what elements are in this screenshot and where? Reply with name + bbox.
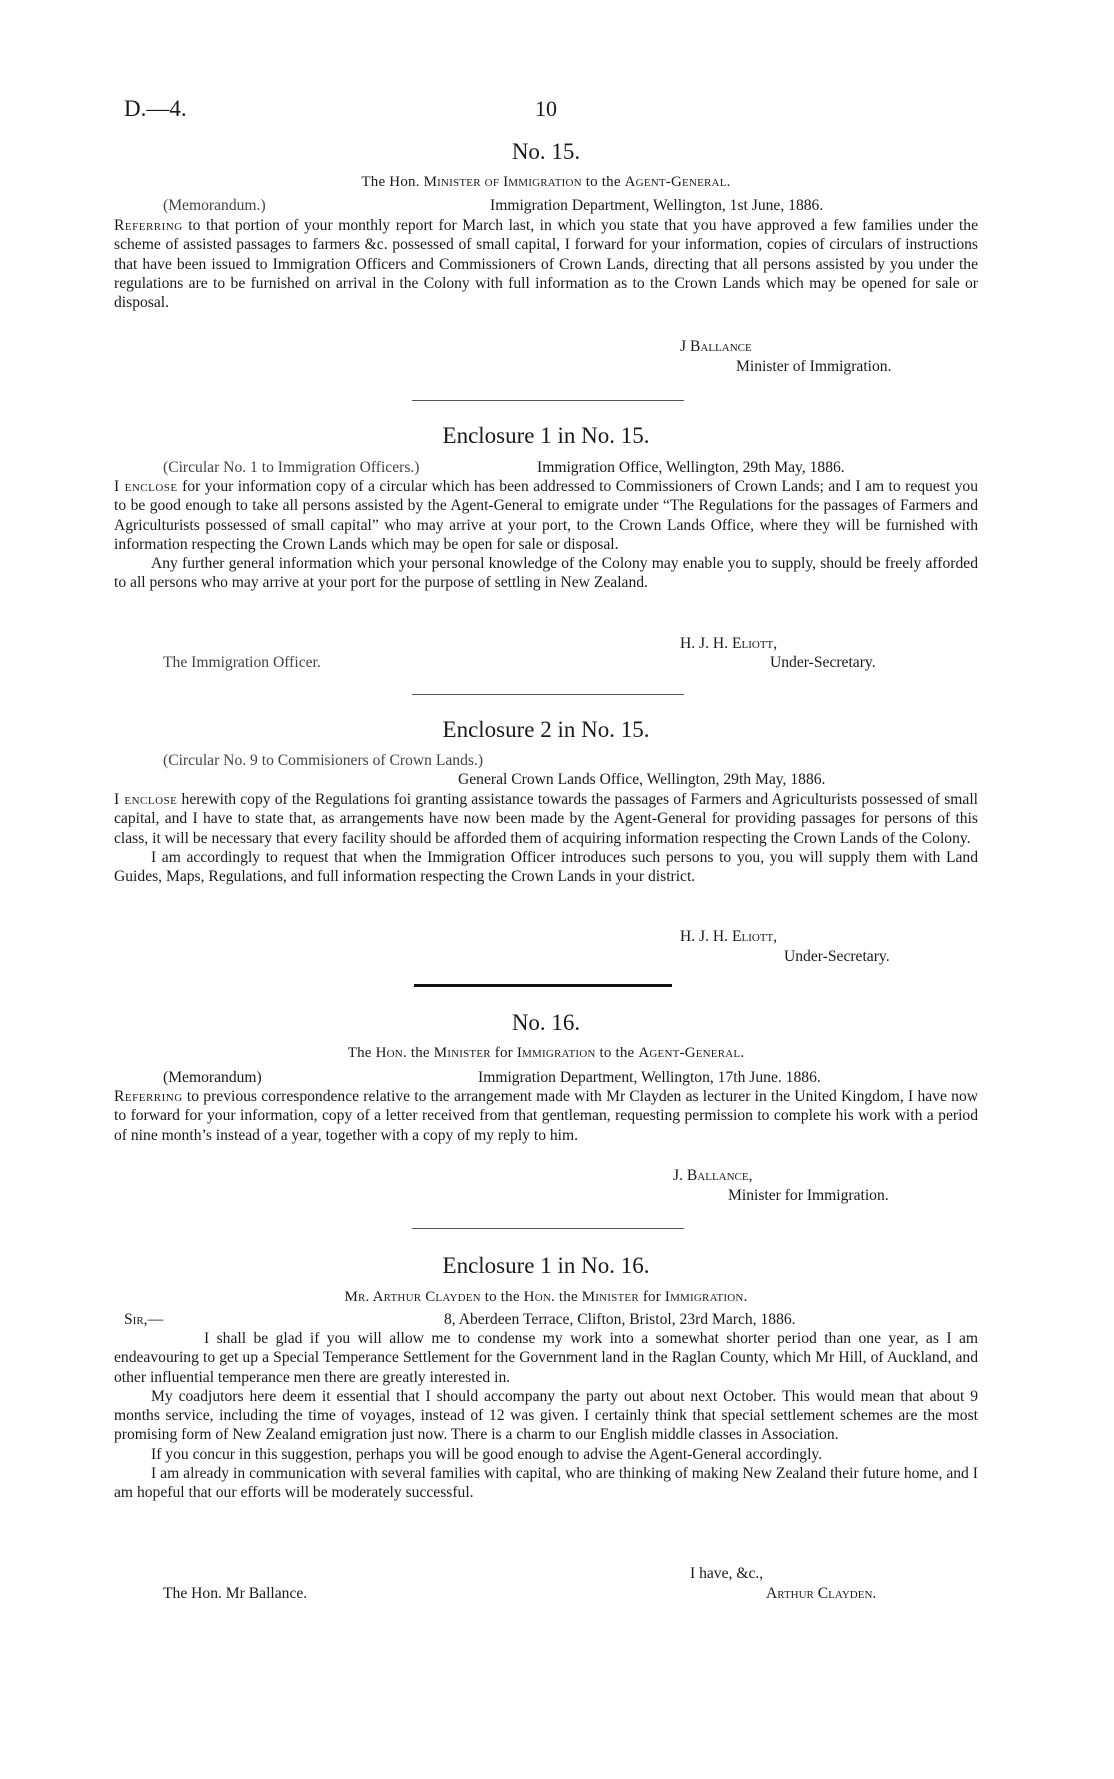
section-divider	[412, 400, 684, 401]
no16-subhead-part: Immigration	[516, 1045, 596, 1061]
signature-initial: H. J. H.	[680, 928, 732, 945]
no15-signature-title: Minister of Immigration.	[736, 358, 892, 375]
no16-subhead-part: The	[347, 1045, 376, 1061]
encl2-15-place-date: General Crown Lands Office, Wellington, 29th May, 1886.	[458, 771, 826, 788]
encl1-16-salutation: Sir,—	[124, 1311, 164, 1328]
encl1-16-paragraph: I shall be glad if you will allow me to condense my work into a somewhat shorter period than one year, as I am endeavouring to get up a Special Temperance Settlement for the Government land in the Raglan County, which Mr Hill, of Auckland, and other influential temperance men there are greatly interested in.	[114, 1330, 978, 1386]
no16-title: No. 16.	[511, 1010, 581, 1035]
encl1-16-subhead-part: the	[554, 1289, 582, 1305]
encl2-15-body-text: herewith copy of the Regulations foi granting assistance towards the passages of Farmers and Agriculturists possessed of small capital, and I have to state that, as arrangements have now been made by the Agent-General for providing passages for persons of this class, it will be necessary that every facility should be afforded them of acquiring information respecting the Crown Lands of the Colony.	[114, 791, 979, 847]
encl1-16-body	[114, 1329, 978, 1503]
signature-surname: Ballance,	[686, 1167, 753, 1184]
encl2-15-signature-name	[680, 927, 777, 947]
encl1-16-section	[114, 1253, 978, 1279]
no15-subhead-part: The Hon.	[361, 174, 424, 190]
encl2-15-title: Enclosure 2 in No. 15.	[442, 717, 650, 742]
signature-initial: J	[680, 338, 690, 355]
no15-subhead-part: to the	[581, 174, 625, 190]
encl2-15-section	[114, 717, 978, 743]
section-divider	[412, 1228, 684, 1229]
no15-body-text: to that portion of your monthly report for March last, in which you state that you have approved a few families under the scheme of assisted passages to farmers &c. possessed of small capital, I forward for your information, copies of circulars of instructions that have been issued to Immigration Officers and Commissioners of Crown Lands, directing that all persons assisted by you under the regulations are to be furnished on arrival in the Colony with full information as to the Crown Lands which may be opened for sale or disposal.	[114, 217, 978, 312]
encl1-15-body	[114, 477, 978, 593]
encl1-16-paragraph: I am already in communication with several families with capital, who are thinking of making New Zealand their future home, and I am hopeful that our efforts will be moderately successful.	[114, 1465, 978, 1502]
encl1-15-addressee: The Immigration Officer.	[163, 654, 321, 671]
no16-subhead	[114, 1045, 978, 1062]
no16-subhead-part: Hon.	[375, 1045, 407, 1061]
no15-subhead-part: Agent-General.	[624, 174, 731, 190]
signature-initial: H. J. H.	[680, 635, 732, 652]
encl1-15-body-text: for your information copy of a circular which has been addressed to Commissioners of Crown Lands; and I am to request you to be good enough to take all persons assisted by the Agent-General to emigrate under “The Regulations for the passages of Farmers and Agriculturists possessed of small capital” who may arrive at your port, to the Crown Lands Office, where they will be furnished with information respecting the Crown Lands which may be open for sale or disposal.	[114, 478, 979, 553]
encl1-15-circular: (Circular No. 1 to Immigration Officers.)	[163, 459, 420, 476]
no16-place-date: Immigration Department, Wellington, 17th June. 1886.	[478, 1069, 821, 1086]
encl1-15-signature-name	[680, 634, 777, 654]
no15-place-date: Immigration Department, Wellington, 1st June, 1886.	[490, 197, 824, 214]
signature-initial: J.	[673, 1167, 687, 1184]
no16-memo-label: (Memorandum)	[163, 1069, 262, 1086]
no16-subhead-part: for	[490, 1045, 517, 1061]
encl1-16-title: Enclosure 1 in No. 16.	[442, 1253, 650, 1278]
encl1-16-paragraph: My coadjutors here deem it essential that I should accompany the party out about next October. This would mean that about 9 months service, including the time of voyages, instead of 12 was given. I certainly think that special settlement schemes are the most promising form of New Zealand emigration just now. There is a charm to our English middle classes in Association.	[114, 1387, 978, 1444]
encl1-16-subhead-part: Minister	[581, 1289, 639, 1305]
encl1-16-subhead-part: for	[638, 1289, 665, 1305]
no16-subhead-part: Minister	[433, 1045, 491, 1061]
no15-body	[114, 216, 978, 312]
encl2-15-signature-title: Under-Secretary.	[784, 948, 890, 965]
encl2-15-lead-word: I enclose	[114, 791, 178, 808]
no16-signature-title: Minister for Immigration.	[728, 1187, 889, 1204]
encl2-15-circular: (Circular No. 9 to Commisioners of Crown Lands.)	[163, 752, 484, 769]
no16-subhead-part: the	[406, 1045, 434, 1061]
encl1-15-title: Enclosure 1 in No. 15.	[442, 423, 650, 448]
no15-section	[114, 139, 978, 165]
encl1-15-body-text-2: Any further general information which your personal knowledge of the Colony may enable you to supply, should be freely afforded to all persons who may arrive at your port for the purpose of settling in New Zealand.	[114, 555, 978, 592]
no16-subhead-part: to the	[595, 1045, 639, 1061]
no15-signature-name	[680, 337, 752, 357]
encl1-15-place-date: Immigration Office, Wellington, 29th May, 1886.	[537, 459, 845, 476]
no16-signature-name	[673, 1166, 753, 1186]
encl1-16-subhead-part: Immigration.	[664, 1289, 748, 1305]
encl2-15-body-text-2: I am accordingly to request that when the Immigration Officer introduces such persons to you, you will supply them with Land Guides, Maps, Regulations, and full information respecting the Crown Lands in your district.	[114, 848, 978, 886]
encl1-16-subhead-part: Mr. Arthur Clayden	[344, 1289, 481, 1305]
encl1-15-signature-title: Under-Secretary.	[770, 654, 876, 671]
no16-subhead-part: Agent-General.	[638, 1045, 745, 1061]
signature-surname: Ballance	[689, 338, 752, 355]
no16-lead-word: Referring	[114, 1088, 183, 1105]
no15-lead-word: Referring	[114, 217, 183, 234]
document-reference: D.—4.	[124, 96, 187, 121]
encl1-16-addressee: The Hon. Mr Ballance.	[163, 1585, 308, 1602]
no15-subhead	[114, 174, 978, 191]
encl1-16-paragraph: If you concur in this suggestion, perhaps you will be good enough to advise the Agent-General accordingly.	[151, 1445, 823, 1463]
no15-memo-label: (Memorandum.)	[163, 197, 266, 214]
encl1-16-place-date: 8, Aberdeen Terrace, Clifton, Bristol, 23rd March, 1886.	[444, 1311, 796, 1328]
encl1-16-subhead	[114, 1289, 978, 1306]
encl1-15-lead-word: I enclose	[114, 478, 178, 495]
encl2-15-body	[114, 790, 978, 886]
no16-section	[114, 1010, 978, 1036]
encl1-16-subhead-part: to the	[480, 1289, 524, 1305]
encl1-15-section	[114, 423, 978, 449]
section-divider	[412, 694, 684, 695]
no16-body-text: to previous correspondence relative to the arrangement made with Mr Clayden as lecturer in the United Kingdom, I have now to forward for your information, copy of a letter received from that gentleman, requesting permission to complete his work with a period of nine month’s instead of a year, together with a copy of my reply to him.	[114, 1088, 978, 1144]
encl1-16-signature-name: Arthur Clayden.	[766, 1585, 877, 1602]
no15-subhead-part: Minister of Immigration	[423, 174, 582, 190]
no15-title: No. 15.	[511, 139, 581, 164]
signature-surname: Eliott,	[731, 635, 778, 652]
encl1-16-closing: I have, &c.,	[690, 1565, 764, 1582]
document-divider	[414, 984, 672, 987]
no16-body	[114, 1087, 978, 1145]
signature-surname: Eliott,	[731, 928, 778, 945]
page-number: 10	[535, 96, 557, 121]
encl1-16-subhead-part: Hon.	[523, 1289, 555, 1305]
